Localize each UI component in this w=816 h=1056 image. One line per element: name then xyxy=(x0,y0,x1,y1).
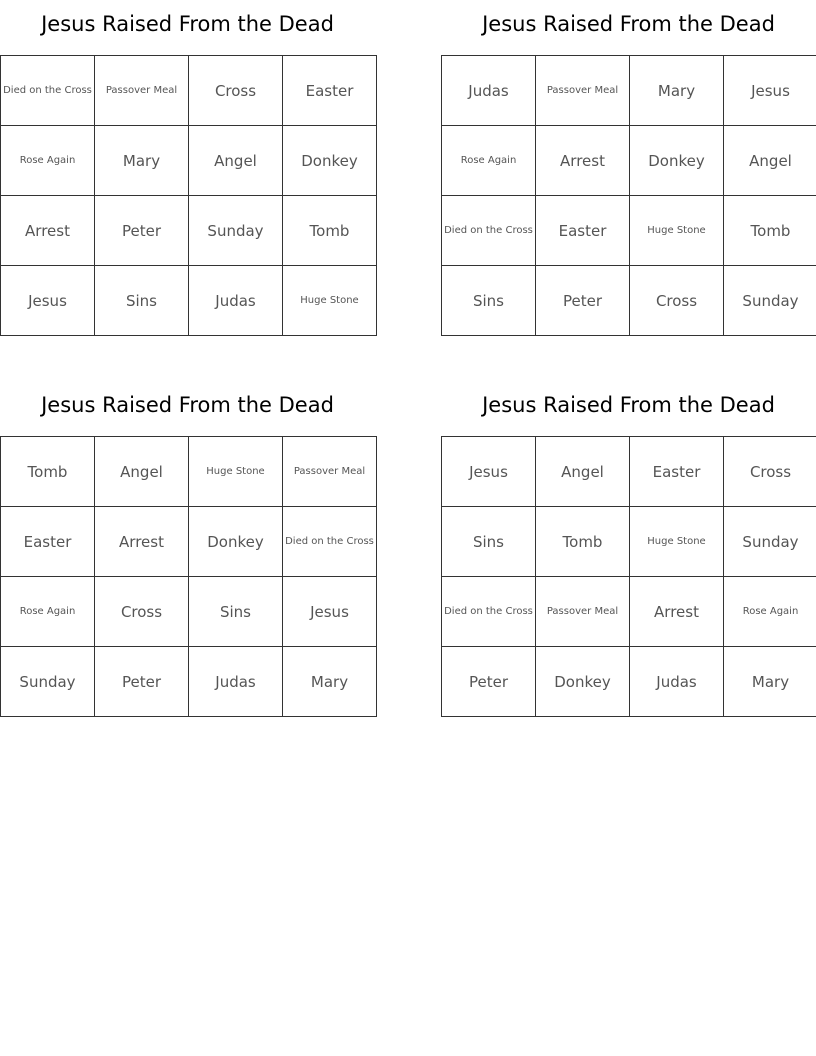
grid-cell: Jesus xyxy=(442,437,536,507)
grid-cell: Sins xyxy=(442,507,536,577)
grid-cell: Mary xyxy=(630,56,724,126)
grid-cell: Huge Stone xyxy=(189,437,283,507)
grid-cell: Cross xyxy=(630,266,724,336)
grid-cell: Jesus xyxy=(283,577,377,647)
grid-cell: Easter xyxy=(536,196,630,266)
grid-cell: Easter xyxy=(283,56,377,126)
grid-cell: Passover Meal xyxy=(536,577,630,647)
grid-cell: Peter xyxy=(536,266,630,336)
grid-cell: Cross xyxy=(95,577,189,647)
grid-row xyxy=(442,647,816,717)
grid-cell: Sunday xyxy=(189,196,283,266)
grid-cell: Jesus xyxy=(1,266,95,336)
grid-row xyxy=(442,126,816,196)
grid-cell: Donkey xyxy=(283,126,377,196)
grid-cell: Arrest xyxy=(630,577,724,647)
grid-row xyxy=(442,437,816,507)
grid-cell: Huge Stone xyxy=(283,266,377,336)
card-title: Jesus Raised From the Dead xyxy=(41,12,334,36)
grid-cell: Rose Again xyxy=(1,126,95,196)
grid-row xyxy=(442,266,816,336)
grid-cell: Cross xyxy=(724,437,816,507)
grid-cell: Judas xyxy=(442,56,536,126)
bingo-grid xyxy=(441,436,816,717)
grid-cell: Sunday xyxy=(1,647,95,717)
grid-cell: Angel xyxy=(95,437,189,507)
grid-cell: Cross xyxy=(189,56,283,126)
grid-cell: Peter xyxy=(442,647,536,717)
grid-cell: Sins xyxy=(189,577,283,647)
grid-cell: Jesus xyxy=(724,56,816,126)
grid-cell: Died on the Cross xyxy=(442,577,536,647)
grid-cell: Sunday xyxy=(724,266,816,336)
grid-row xyxy=(442,577,816,647)
grid-cell: Rose Again xyxy=(724,577,816,647)
card-title: Jesus Raised From the Dead xyxy=(41,393,334,417)
grid-cell: Passover Meal xyxy=(95,56,189,126)
bingo-grid xyxy=(441,55,816,336)
grid-cell: Easter xyxy=(1,507,95,577)
grid-row xyxy=(1,126,377,196)
card-title: Jesus Raised From the Dead xyxy=(482,12,775,36)
grid-row xyxy=(1,647,377,717)
grid-cell: Mary xyxy=(95,126,189,196)
grid-cell: Passover Meal xyxy=(536,56,630,126)
grid-cell: Passover Meal xyxy=(283,437,377,507)
grid-cell: Judas xyxy=(189,647,283,717)
grid-row xyxy=(1,507,377,577)
grid-cell: Huge Stone xyxy=(630,196,724,266)
grid-cell: Arrest xyxy=(536,126,630,196)
grid-cell: Easter xyxy=(630,437,724,507)
grid-cell: Rose Again xyxy=(442,126,536,196)
grid-row xyxy=(1,266,377,336)
grid-cell: Died on the Cross xyxy=(442,196,536,266)
grid-cell: Sunday xyxy=(724,507,816,577)
grid-cell: Died on the Cross xyxy=(283,507,377,577)
bingo-grid xyxy=(0,55,377,336)
card-title: Jesus Raised From the Dead xyxy=(482,393,775,417)
grid-cell: Angel xyxy=(724,126,816,196)
grid-cell: Judas xyxy=(630,647,724,717)
grid-cell: Donkey xyxy=(630,126,724,196)
grid-cell: Tomb xyxy=(1,437,95,507)
grid-row xyxy=(1,56,377,126)
grid-cell: Donkey xyxy=(536,647,630,717)
grid-cell: Tomb xyxy=(536,507,630,577)
grid-row xyxy=(1,196,377,266)
grid-cell: Sins xyxy=(95,266,189,336)
grid-cell: Sins xyxy=(442,266,536,336)
grid-cell: Mary xyxy=(724,647,816,717)
grid-cell: Mary xyxy=(283,647,377,717)
grid-cell: Died on the Cross xyxy=(1,56,95,126)
grid-cell: Peter xyxy=(95,647,189,717)
grid-cell: Huge Stone xyxy=(630,507,724,577)
bingo-grid xyxy=(0,436,377,717)
grid-cell: Judas xyxy=(189,266,283,336)
grid-cell: Tomb xyxy=(283,196,377,266)
grid-cell: Rose Again xyxy=(1,577,95,647)
grid-cell: Angel xyxy=(536,437,630,507)
grid-row xyxy=(1,577,377,647)
grid-cell: Angel xyxy=(189,126,283,196)
grid-row xyxy=(442,56,816,126)
grid-cell: Donkey xyxy=(189,507,283,577)
grid-cell: Tomb xyxy=(724,196,816,266)
grid-cell: Peter xyxy=(95,196,189,266)
grid-cell: Arrest xyxy=(1,196,95,266)
grid-row xyxy=(442,196,816,266)
grid-cell: Arrest xyxy=(95,507,189,577)
grid-row xyxy=(442,507,816,577)
grid-row xyxy=(1,437,377,507)
